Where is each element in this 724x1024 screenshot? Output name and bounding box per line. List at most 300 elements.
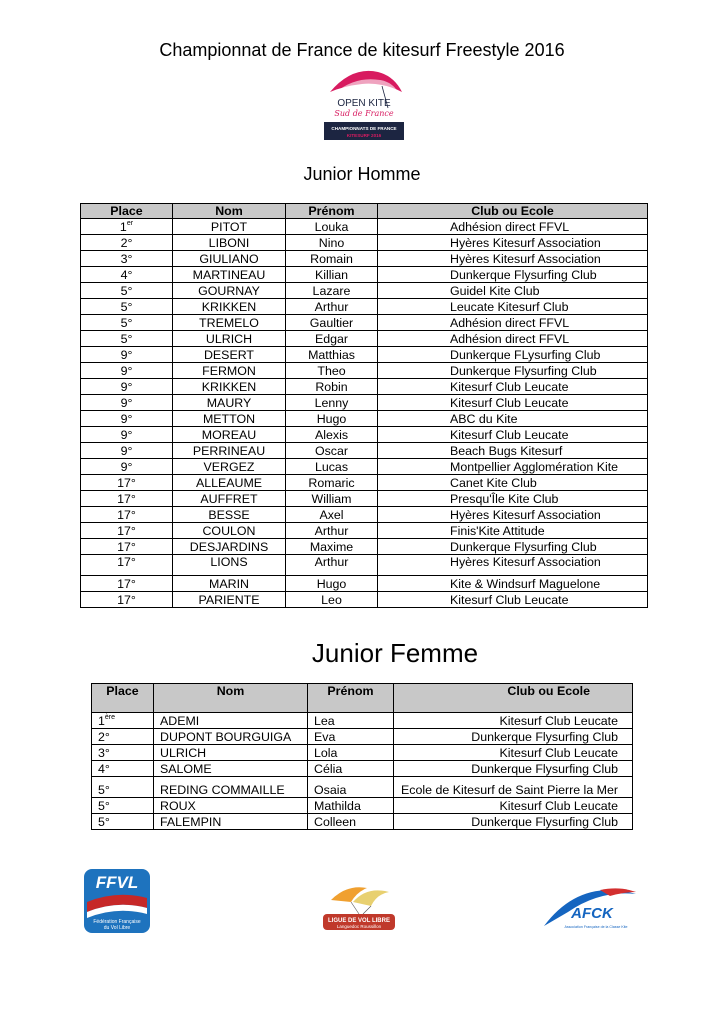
header-place: Place xyxy=(92,684,154,713)
cell-nom xyxy=(154,713,308,729)
ligue-vol-libre-logo xyxy=(317,880,401,934)
cell-prenom xyxy=(308,729,394,745)
place-text: 5° xyxy=(120,315,133,330)
cell-prenom xyxy=(286,315,378,331)
cell-nom xyxy=(173,475,286,491)
nom-text: DESJARDINS xyxy=(189,539,269,554)
table-row xyxy=(81,315,648,331)
prenom-text: Eva xyxy=(314,729,336,744)
cell-place xyxy=(92,713,154,729)
cell-prenom xyxy=(308,798,394,814)
cell-club xyxy=(378,592,648,608)
cell-place xyxy=(92,745,154,761)
cell-prenom xyxy=(286,427,378,443)
club-text: Hyères Kitesurf Association xyxy=(450,507,601,522)
nom-text: MARTINEAU xyxy=(192,267,266,282)
cell-club xyxy=(394,713,633,729)
results-table-junior-femme xyxy=(91,683,633,830)
place-text: 4° xyxy=(98,761,110,776)
prenom-text: Leo xyxy=(321,592,342,607)
table-row xyxy=(92,798,633,814)
prenom-text: Arthur xyxy=(314,555,349,569)
prenom-text: Lea xyxy=(314,713,335,728)
cell-prenom xyxy=(286,507,378,523)
cell-club xyxy=(394,761,633,777)
cell-prenom xyxy=(286,267,378,283)
place-text: 2° xyxy=(120,235,133,250)
table-row xyxy=(81,475,648,491)
table-row xyxy=(81,379,648,395)
cell-prenom xyxy=(286,299,378,315)
place-text: 2° xyxy=(98,729,110,744)
cell-nom xyxy=(173,299,286,315)
nom-text: GOURNAY xyxy=(198,283,260,298)
nom-text: SALOME xyxy=(160,761,212,776)
cell-club xyxy=(378,475,648,491)
cell-nom xyxy=(173,283,286,299)
club-text: Dunkerque FLysurfing Club xyxy=(450,347,601,362)
cell-nom xyxy=(154,814,308,830)
place-text: 1 xyxy=(119,219,127,234)
cell-place xyxy=(81,507,173,523)
prenom-text: Lucas xyxy=(314,459,349,474)
table-header-row xyxy=(81,204,648,219)
document-title: Championnat de France de kitesurf Freestyle 2016 xyxy=(159,40,565,60)
nom-text: FERMON xyxy=(202,363,256,378)
header-nom: Nom xyxy=(173,204,286,219)
cell-place xyxy=(92,814,154,830)
cell-club xyxy=(394,798,633,814)
cell-place xyxy=(81,219,173,235)
prenom-text: Edgar xyxy=(314,331,349,346)
cell-place xyxy=(92,729,154,745)
table-row xyxy=(81,251,648,267)
cell-prenom xyxy=(286,395,378,411)
cell-nom xyxy=(173,363,286,379)
place-text: 5° xyxy=(98,814,110,829)
cell-nom xyxy=(173,427,286,443)
club-text: Dunkerque Flysurfing Club xyxy=(471,761,618,776)
prenom-text: William xyxy=(311,491,352,506)
nom-text: TREMELO xyxy=(199,315,259,330)
ffvl-name-text: FFVL xyxy=(95,873,139,892)
prenom-text: Hugo xyxy=(316,576,347,591)
cell-place xyxy=(92,777,154,798)
place-text: 17° xyxy=(117,592,136,607)
nom-text: METTON xyxy=(202,411,256,426)
nom-text: ALLEAUME xyxy=(195,475,263,490)
place-text: 17° xyxy=(117,555,136,569)
cell-club xyxy=(378,235,648,251)
place-text: 9° xyxy=(120,395,133,410)
club-text: Ecole de Kitesurf de Saint Pierre la Mer xyxy=(401,783,618,797)
cell-club xyxy=(378,299,648,315)
nom-text: VERGEZ xyxy=(203,459,255,474)
nom-text: FALEMPIN xyxy=(160,814,222,829)
header-nom: Nom xyxy=(154,684,308,713)
cell-club xyxy=(378,315,648,331)
cell-club xyxy=(378,555,648,576)
cell-place xyxy=(81,427,173,443)
cell-club xyxy=(378,395,648,411)
nom-text: KRIKKEN xyxy=(201,299,257,314)
table-row xyxy=(92,761,633,777)
table-row xyxy=(81,555,648,576)
nom-text: DUPONT BOURGUIGA xyxy=(160,729,292,744)
svg-text:Association Française de la Cl: Association Française de la Classe Kite xyxy=(564,925,628,929)
cell-nom xyxy=(173,251,286,267)
cell-place xyxy=(81,555,173,576)
table-row xyxy=(92,745,633,761)
place-text: 5° xyxy=(120,299,133,314)
cell-nom xyxy=(173,411,286,427)
cell-nom xyxy=(173,235,286,251)
nom-text: COULON xyxy=(202,523,256,538)
club-text: Hyères Kitesurf Association xyxy=(450,235,601,250)
nom-text: PITOT xyxy=(210,219,248,234)
nom-text: MAURY xyxy=(206,395,252,410)
cell-place xyxy=(81,363,173,379)
cell-club xyxy=(378,219,648,235)
cell-club xyxy=(378,539,648,555)
prenom-text: Maxime xyxy=(309,539,354,554)
place-text: 9° xyxy=(120,411,133,426)
cell-club xyxy=(378,363,648,379)
prenom-text: Lazare xyxy=(312,283,351,298)
prenom-text: Axel xyxy=(319,507,344,522)
cell-prenom xyxy=(286,576,378,592)
place-text: 5° xyxy=(120,283,133,298)
cell-prenom xyxy=(286,379,378,395)
place-text: 3° xyxy=(120,251,133,266)
cell-prenom xyxy=(286,219,378,235)
club-text: ABC du Kite xyxy=(450,411,518,426)
prenom-text: Mathilda xyxy=(314,798,361,813)
cell-prenom xyxy=(286,459,378,475)
cell-place xyxy=(81,267,173,283)
cell-nom xyxy=(173,443,286,459)
cell-nom xyxy=(173,459,286,475)
cell-club xyxy=(378,491,648,507)
cell-club xyxy=(378,267,648,283)
prenom-text: Alexis xyxy=(314,427,349,442)
place-text: 9° xyxy=(120,459,133,474)
afck-logo xyxy=(540,882,640,932)
table-row xyxy=(81,395,648,411)
place-text: 9° xyxy=(120,427,133,442)
cell-club xyxy=(378,443,648,459)
nom-text: DESERT xyxy=(203,347,255,362)
cell-prenom xyxy=(308,745,394,761)
cell-nom xyxy=(154,777,308,798)
svg-text:CHAMPIONNATS DE FRANCE: CHAMPIONNATS DE FRANCE xyxy=(331,126,397,131)
cell-prenom xyxy=(286,331,378,347)
cell-place xyxy=(81,315,173,331)
cell-prenom xyxy=(286,347,378,363)
cell-prenom xyxy=(286,491,378,507)
place-text: 5° xyxy=(98,783,110,797)
nom-text: ULRICH xyxy=(160,745,207,760)
nom-text: AUFFRET xyxy=(200,491,258,506)
table-row xyxy=(81,443,648,459)
cell-place xyxy=(81,331,173,347)
place-text: 9° xyxy=(120,363,133,378)
header-place: Place xyxy=(81,204,173,219)
club-text: Kitesurf Club Leucate xyxy=(499,798,618,813)
cell-place xyxy=(81,491,173,507)
place-superscript: ère xyxy=(104,713,116,721)
cell-prenom xyxy=(308,777,394,798)
cell-prenom xyxy=(286,251,378,267)
cell-club xyxy=(378,459,648,475)
cell-nom xyxy=(173,523,286,539)
table-row xyxy=(92,713,633,729)
cell-place xyxy=(81,235,173,251)
cell-nom xyxy=(154,745,308,761)
nom-text: KRIKKEN xyxy=(201,379,257,394)
cell-place xyxy=(81,539,173,555)
club-text: Guidel Kite Club xyxy=(450,283,540,298)
header-club: Club ou Ecole xyxy=(378,204,648,219)
cell-place xyxy=(81,283,173,299)
cell-prenom xyxy=(286,283,378,299)
cell-place xyxy=(81,299,173,315)
club-text: Finis'Kite Attitude xyxy=(450,523,545,538)
place-text: 1 xyxy=(98,713,105,728)
place-text: 9° xyxy=(120,347,133,362)
prenom-text: Oscar xyxy=(314,443,349,458)
club-text: Hyères Kitesurf Association xyxy=(450,555,601,569)
cell-club xyxy=(378,507,648,523)
cell-place xyxy=(81,592,173,608)
nom-text: PARIENTE xyxy=(198,592,260,607)
cell-nom xyxy=(173,539,286,555)
club-text: Dunkerque Flysurfing Club xyxy=(471,814,618,829)
cell-nom xyxy=(173,491,286,507)
sud-de-france-text: Sud de France xyxy=(334,109,394,118)
cell-club xyxy=(378,523,648,539)
cell-nom xyxy=(173,331,286,347)
cell-club xyxy=(394,777,633,798)
nom-text: REDING COMMAILLE xyxy=(160,783,285,797)
cell-place xyxy=(92,798,154,814)
cell-prenom xyxy=(286,475,378,491)
cell-nom xyxy=(154,798,308,814)
club-text: Hyères Kitesurf Association xyxy=(450,251,601,266)
cell-prenom xyxy=(286,443,378,459)
cell-prenom xyxy=(286,363,378,379)
section-title-junior-homme: Junior Homme xyxy=(303,164,421,184)
svg-text:du Vol Libre: du Vol Libre xyxy=(103,925,131,931)
table-row xyxy=(81,235,648,251)
cell-nom xyxy=(173,315,286,331)
prenom-text: Theo xyxy=(317,363,346,378)
prenom-text: Romain xyxy=(310,251,353,266)
table-row xyxy=(81,267,648,283)
svg-text:LIGUE DE VOL LIBRE: LIGUE DE VOL LIBRE xyxy=(328,918,390,924)
club-text: Dunkerque Flysurfing Club xyxy=(450,539,597,554)
cell-prenom xyxy=(286,539,378,555)
nom-text: MOREAU xyxy=(201,427,257,442)
cell-place xyxy=(81,443,173,459)
table-row xyxy=(81,523,648,539)
prenom-text: Arthur xyxy=(314,299,349,314)
afck-name-text: AFCK xyxy=(571,905,613,922)
cell-prenom xyxy=(308,761,394,777)
table-row xyxy=(92,777,633,798)
cell-club xyxy=(394,814,633,830)
place-text: 17° xyxy=(117,507,136,522)
cell-prenom xyxy=(286,411,378,427)
prenom-text: Gaultier xyxy=(309,315,354,330)
cell-club xyxy=(378,411,648,427)
prenom-text: Nino xyxy=(318,235,345,250)
table-row xyxy=(81,539,648,555)
table-row xyxy=(81,219,648,235)
prenom-text: Robin xyxy=(315,379,348,394)
section-title-junior-femme: Junior Femme xyxy=(311,638,479,668)
cell-prenom xyxy=(308,713,394,729)
nom-text: ADEMI xyxy=(160,713,200,728)
svg-text:Languedoc Roussillon: Languedoc Roussillon xyxy=(336,924,382,929)
nom-text: LIONS xyxy=(210,555,248,569)
prenom-text: Osaia xyxy=(314,783,347,797)
cell-nom xyxy=(173,379,286,395)
prenom-text: Colleen xyxy=(314,814,357,829)
nom-text: ROUX xyxy=(160,798,196,813)
nom-text: BESSE xyxy=(208,507,250,522)
prenom-text: Hugo xyxy=(316,411,347,426)
table-row xyxy=(81,299,648,315)
place-text: 17° xyxy=(117,539,136,554)
place-text: 3° xyxy=(98,745,110,760)
table-row xyxy=(81,411,648,427)
cell-nom xyxy=(173,507,286,523)
club-text: Montpellier Agglomération Kite xyxy=(450,459,619,474)
header-club: Club ou Ecole xyxy=(394,684,633,713)
prenom-text: Killian xyxy=(314,267,349,282)
prenom-text: Lola xyxy=(314,745,338,760)
table-row xyxy=(81,347,648,363)
place-text: 4° xyxy=(120,267,133,282)
prenom-text: Lenny xyxy=(314,395,349,410)
club-text: Kite & Windsurf Maguelone xyxy=(450,576,601,591)
club-text: Presqu'Île Kite Club xyxy=(450,491,559,506)
place-text: 17° xyxy=(117,523,136,538)
cell-club xyxy=(378,347,648,363)
cell-place xyxy=(81,475,173,491)
cell-club xyxy=(394,745,633,761)
cell-place xyxy=(81,523,173,539)
nom-text: MARIN xyxy=(209,576,249,591)
place-text: 5° xyxy=(120,331,133,346)
place-text: 17° xyxy=(117,475,136,490)
nom-text: GIULIANO xyxy=(199,251,259,266)
club-text: Beach Bugs Kitesurf xyxy=(450,443,563,458)
table-row xyxy=(81,491,648,507)
club-text: Adhésion direct FFVL xyxy=(450,219,570,234)
header-prenom: Prénom xyxy=(286,204,378,219)
cell-nom xyxy=(154,729,308,745)
cell-nom xyxy=(173,555,286,576)
cell-prenom xyxy=(286,235,378,251)
cell-club xyxy=(378,576,648,592)
open-kite-text: OPEN KITE xyxy=(337,98,391,109)
place-text: 17° xyxy=(117,491,136,506)
cell-place xyxy=(81,576,173,592)
cell-prenom xyxy=(286,592,378,608)
cell-prenom xyxy=(286,523,378,539)
place-text: 17° xyxy=(117,576,136,591)
cell-place xyxy=(81,347,173,363)
nom-text: LIBONI xyxy=(208,235,250,250)
cell-place xyxy=(81,395,173,411)
table-row xyxy=(81,459,648,475)
club-text: Leucate Kitesurf Club xyxy=(450,299,569,314)
prenom-text: Arthur xyxy=(314,523,349,538)
table-header-row xyxy=(92,684,633,713)
header-prenom: Prénom xyxy=(308,684,394,713)
cell-place xyxy=(81,459,173,475)
club-text: Kitesurf Club Leucate xyxy=(499,745,618,760)
club-text: Dunkerque Flysurfing Club xyxy=(471,729,618,744)
table-row xyxy=(92,729,633,745)
table-row xyxy=(81,507,648,523)
prenom-text: Célia xyxy=(314,761,343,776)
cell-nom xyxy=(154,761,308,777)
cell-club xyxy=(378,283,648,299)
table-row xyxy=(81,331,648,347)
ffvl-logo xyxy=(83,868,151,934)
cell-club xyxy=(378,427,648,443)
table-row xyxy=(81,283,648,299)
cell-nom xyxy=(173,592,286,608)
cell-prenom xyxy=(286,555,378,576)
club-text: Adhésion direct FFVL xyxy=(450,315,570,330)
club-text: Kitesurf Club Leucate xyxy=(450,395,569,410)
table-row xyxy=(81,427,648,443)
table-row xyxy=(92,814,633,830)
place-text: 9° xyxy=(120,379,133,394)
club-text: Kitesurf Club Leucate xyxy=(450,427,569,442)
cell-prenom xyxy=(308,814,394,830)
cell-nom xyxy=(173,576,286,592)
club-text: Canet Kite Club xyxy=(450,475,537,490)
place-text: 9° xyxy=(120,443,133,458)
cell-club xyxy=(378,251,648,267)
club-text: Adhésion direct FFVL xyxy=(450,331,570,346)
club-text: Dunkerque Flysurfing Club xyxy=(450,363,597,378)
cell-club xyxy=(378,331,648,347)
place-superscript: er xyxy=(126,219,134,227)
cell-club xyxy=(394,729,633,745)
results-table-junior-homme xyxy=(80,203,648,608)
prenom-text: Matthias xyxy=(308,347,355,362)
club-text: Dunkerque Flysurfing Club xyxy=(450,267,597,282)
club-text: Kitesurf Club Leucate xyxy=(499,713,618,728)
cell-nom xyxy=(173,395,286,411)
nom-text: PERRINEAU xyxy=(192,443,266,458)
club-text: Kitesurf Club Leucate xyxy=(450,592,569,607)
prenom-text: Romaric xyxy=(308,475,355,490)
open-kite-logo xyxy=(322,62,406,146)
table-row xyxy=(81,592,648,608)
place-text: 5° xyxy=(98,798,110,813)
table-row xyxy=(81,363,648,379)
cell-place xyxy=(81,251,173,267)
nom-text: ULRICH xyxy=(205,331,253,346)
cell-nom xyxy=(173,347,286,363)
